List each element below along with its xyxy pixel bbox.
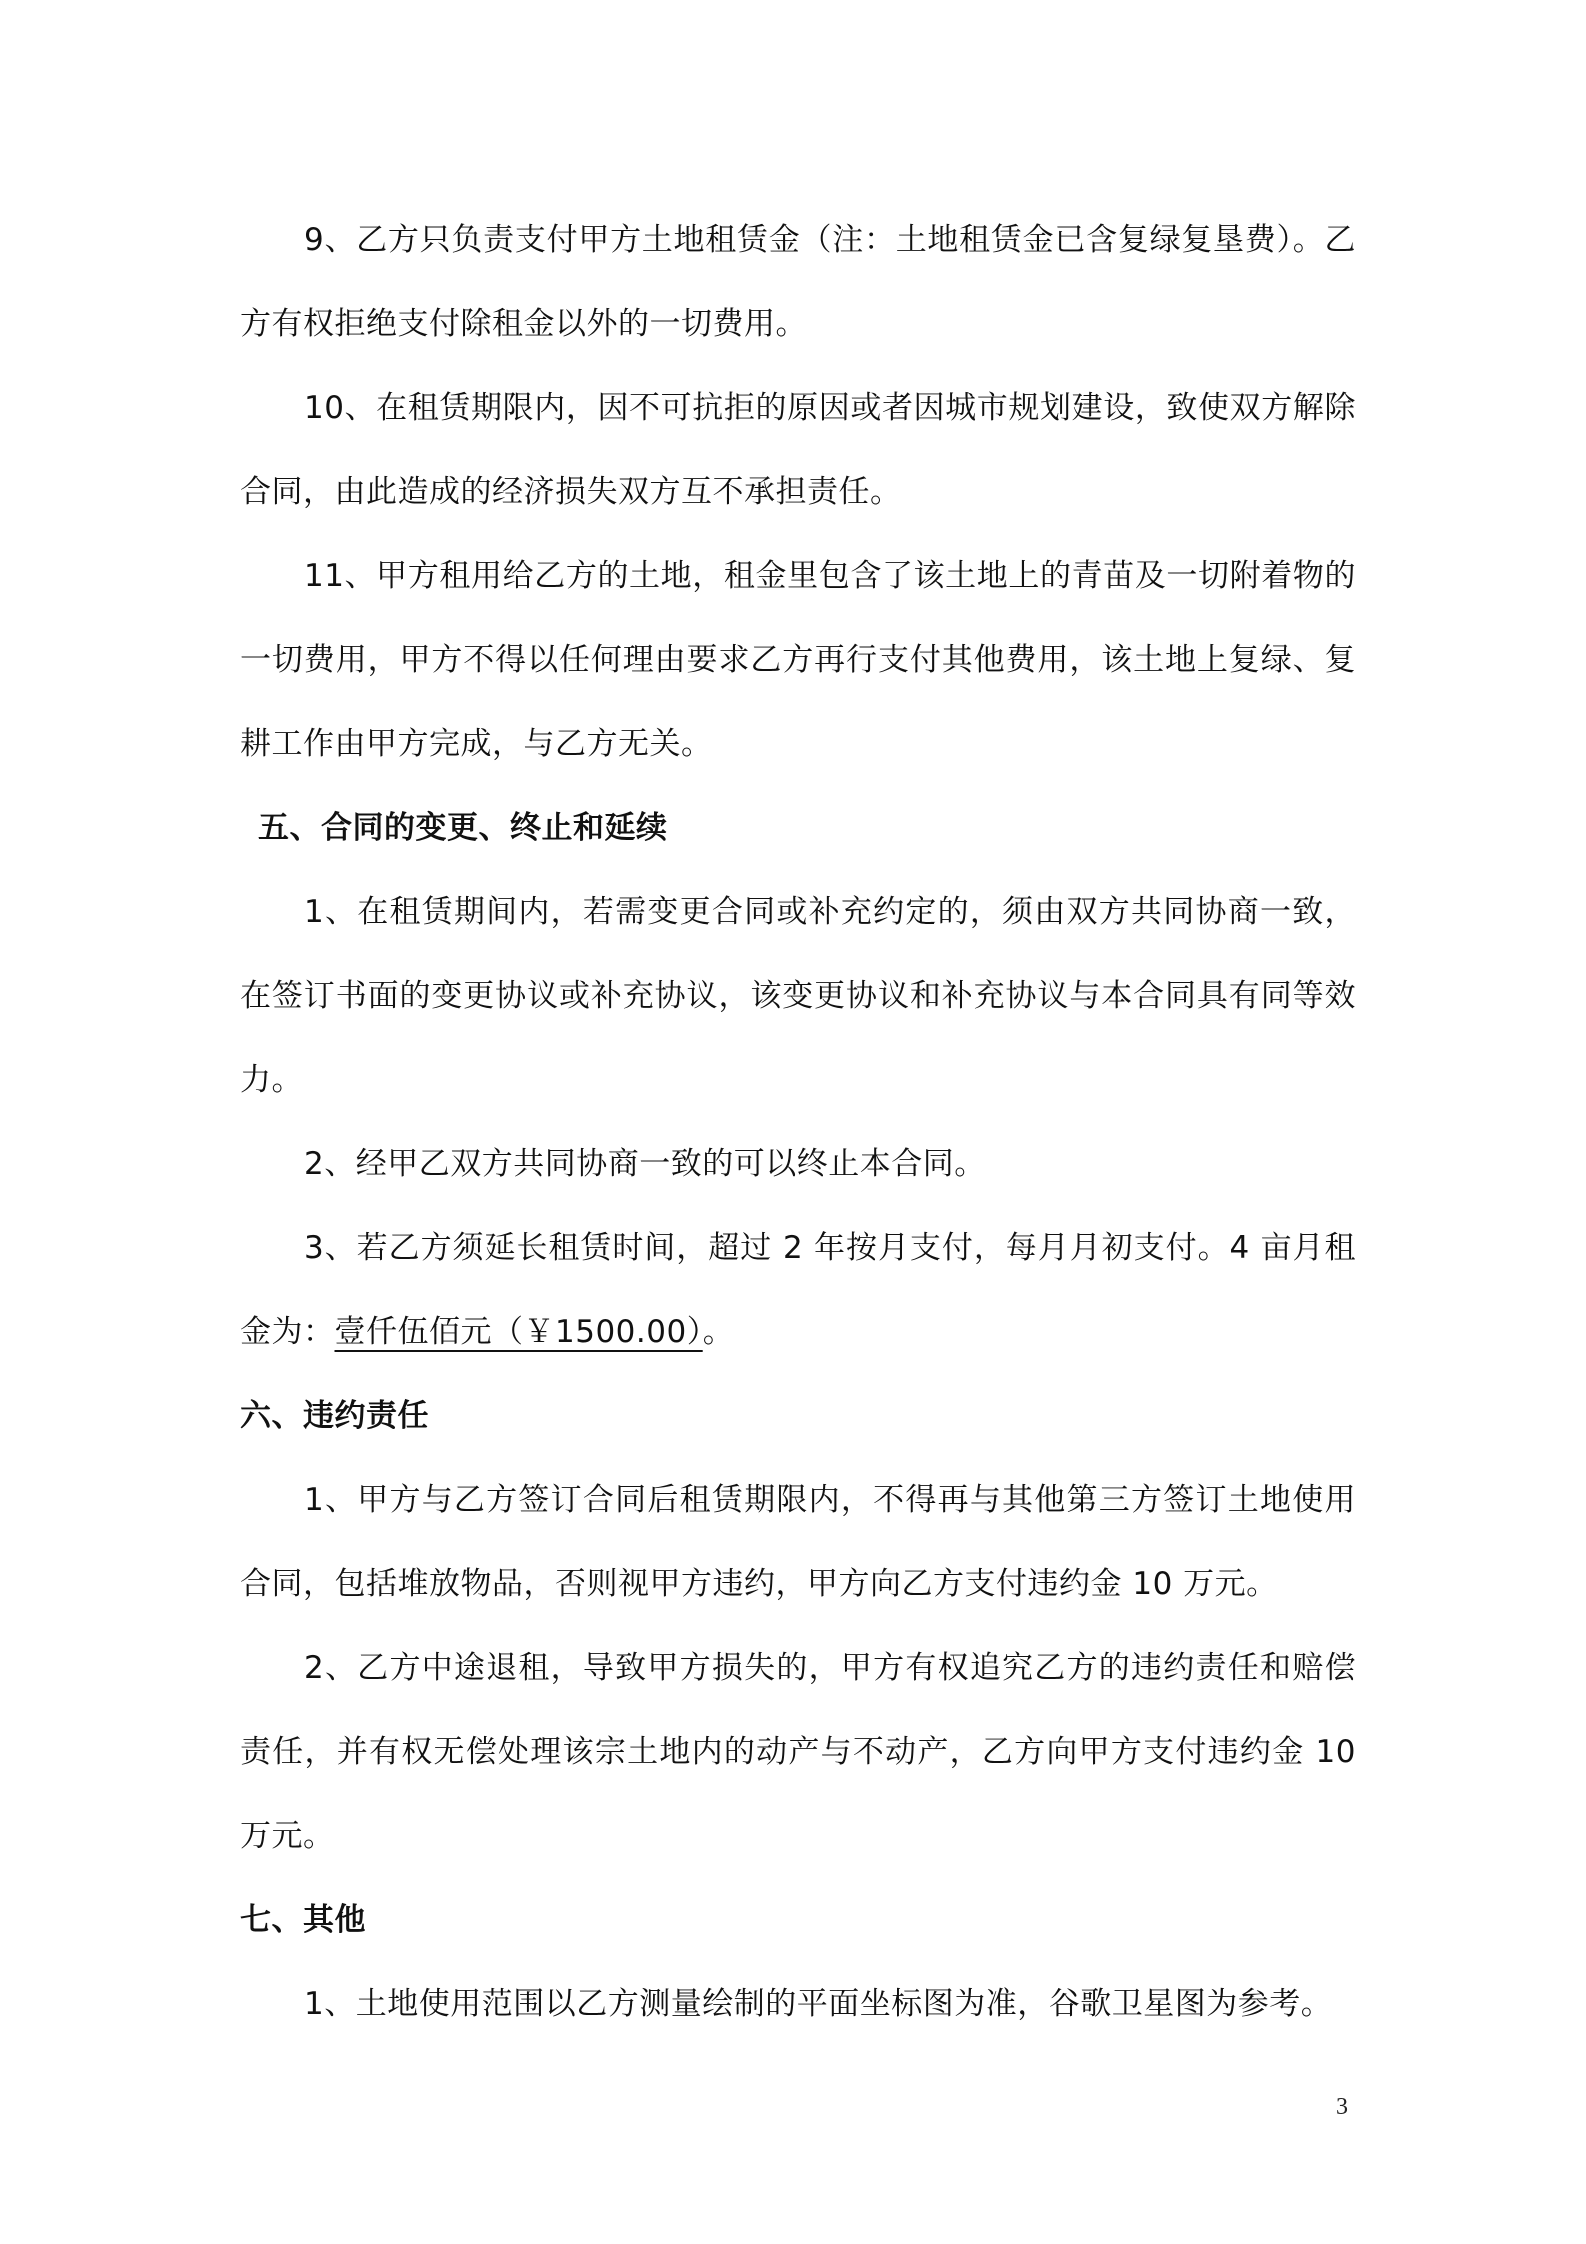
- heading-text: 五、合同的变更、终止和延续: [258, 810, 668, 846]
- paragraph-text: 1、土地使用范围以乙方测量绘制的平面坐标图为准，谷歌卫星图为参考。: [304, 1986, 1333, 2022]
- clause-paragraph: [240, 1206, 1356, 1374]
- clause-paragraph: [240, 534, 1356, 786]
- paragraph-text: 10、在租赁期限内，因不可抗拒的原因或者因城市规划建设，致使双方解除合同，由此造成的经济损失双方互不承担责任。: [240, 390, 1356, 510]
- clause-paragraph: [240, 870, 1356, 1122]
- heading-text: 六、违约责任: [240, 1398, 429, 1434]
- clause-paragraph: [240, 1962, 1356, 2046]
- paragraph-text: 1、甲方与乙方签订合同后租赁期限内，不得再与其他第三方签订土地使用合同，包括堆放物品，否则视甲方违约，甲方向乙方支付违约金 10 万元。: [240, 1482, 1356, 1602]
- rent-amount: 壹仟伍佰元（￥1500.00）: [334, 1314, 703, 1350]
- paragraph-text: 。: [702, 1314, 735, 1350]
- paragraph-text: 2、经甲乙双方共同协商一致的可以终止本合同。: [304, 1146, 986, 1182]
- section-heading: [240, 1374, 1356, 1458]
- section-heading: [240, 1878, 1356, 1962]
- paragraph-text: 3、若乙方须延长租赁时间，超过 2 年按月支付，每月月初支付。4 亩月租金为：: [240, 1230, 1356, 1350]
- document-body: [240, 198, 1356, 2046]
- heading-text: 七、其他: [240, 1902, 366, 1938]
- paragraph-text: 9、乙方只负责支付甲方土地租赁金（注：土地租赁金已含复绿复垦费）。乙方有权拒绝支付除租金以外的一切费用。: [240, 222, 1356, 342]
- clause-paragraph: [240, 366, 1356, 534]
- paragraph-text: 1、在租赁期间内，若需变更合同或补充约定的，须由双方共同协商一致，在签订书面的变更协议或补充协议，该变更协议和补充协议与本合同具有同等效力。: [240, 894, 1356, 1098]
- paragraph-text: 2、乙方中途退租，导致甲方损失的，甲方有权追究乙方的违约责任和赔偿责任，并有权无偿处理该宗土地内的动产与不动产，乙方向甲方支付违约金 10 万元。: [240, 1650, 1356, 1854]
- clause-paragraph: [240, 1458, 1356, 1626]
- clause-paragraph: [240, 1626, 1356, 1878]
- page-number: 3: [1336, 2094, 1348, 2120]
- paragraph-text: 11、甲方租用给乙方的土地，租金里包含了该土地上的青苗及一切附着物的一切费用，甲方不得以任何理由要求乙方再行支付其他费用，该土地上复绿、复耕工作由甲方完成，与乙方无关。: [240, 558, 1356, 762]
- clause-paragraph: [240, 1122, 1356, 1206]
- section-heading: [240, 786, 1356, 870]
- clause-paragraph: [240, 198, 1356, 366]
